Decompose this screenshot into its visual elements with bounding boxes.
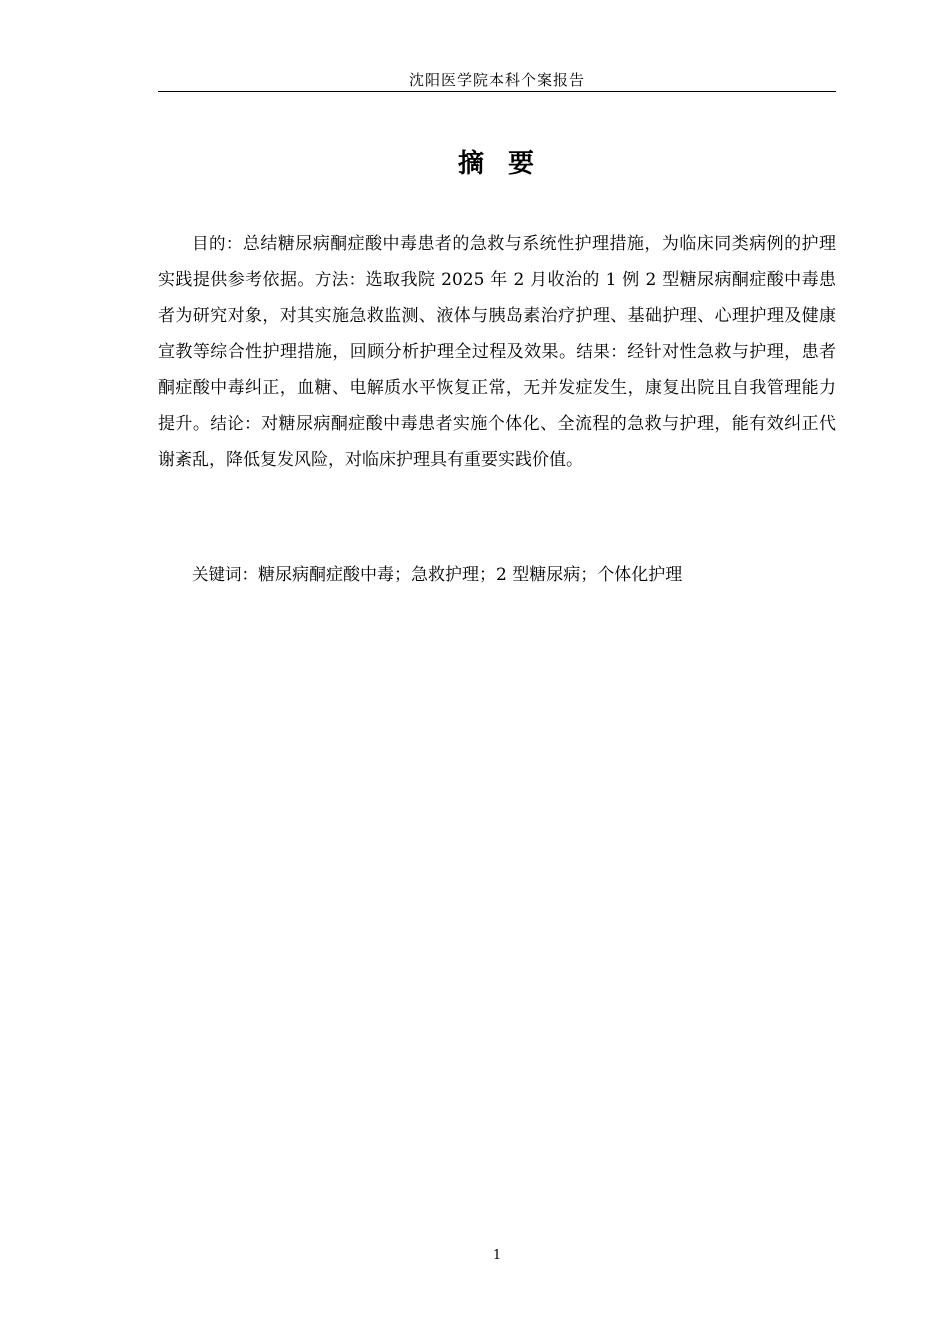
conclusion-label: 结论： xyxy=(210,414,262,433)
running-header: 沈阳医学院本科个案报告 xyxy=(408,71,585,89)
keywords-line xyxy=(158,559,836,591)
objective-text: 总结糖尿病酮症酸中毒患者的急救与系统性护理措施，为临床同类病例的护理实践提供参考依据。 xyxy=(158,234,836,290)
conclusion-text: 对糖尿病酮症酸中毒患者实施个体化、全流程的急救与护理，能有效纠正代谢紊乱，降低复发风险，对临床护理具有重要实践价值。 xyxy=(158,414,837,470)
objective-label: 目的： xyxy=(192,234,243,253)
result-text: 经针对性急救与护理，患者酮症酸中毒纠正，血糖、电解质水平恢复正常，无并发症发生，康复出院且自我管理能力提升。 xyxy=(158,342,837,434)
method-text: 选取我院 2025 年 2 月收治的 1 例 2 型糖尿病酮症酸中毒患者为研究对象，对其实施急救监测、液体与胰岛素治疗护理、基础护理、心理护理及健康宣教等综合性护理措施，回顾分析护理全过程及效果。 xyxy=(158,270,837,362)
abstract-title: 摘 要 xyxy=(457,149,537,179)
header-rule xyxy=(158,91,836,92)
method-label: 方法： xyxy=(314,270,366,289)
result-label: 结果： xyxy=(576,342,628,361)
abstract-body xyxy=(158,226,836,478)
page-number: 1 xyxy=(492,1248,502,1263)
keywords-text: 糖尿病酮症酸中毒；急救护理；2 型糖尿病；个体化护理 xyxy=(258,565,683,585)
keywords-label: 关键词： xyxy=(192,565,258,584)
